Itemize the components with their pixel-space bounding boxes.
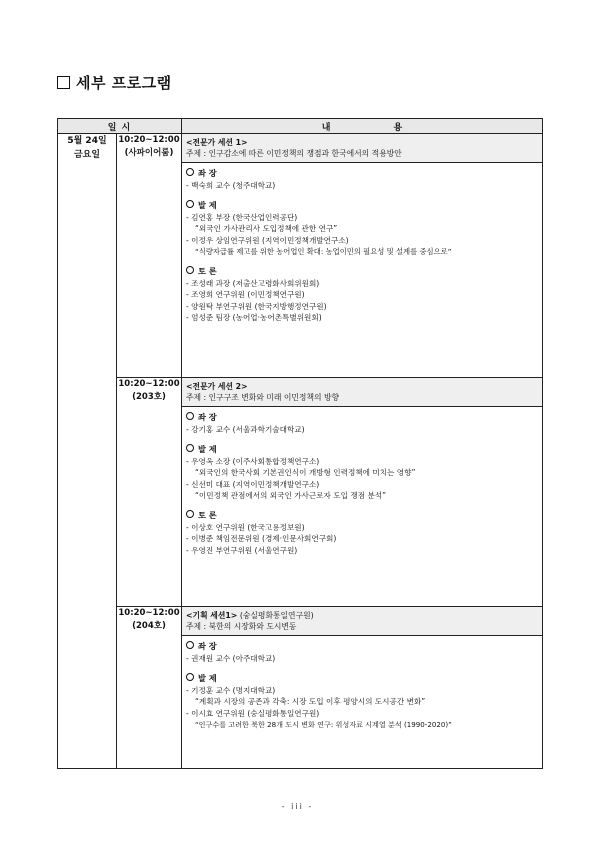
session-time: 10:20~12:00	[118, 608, 180, 618]
chair-item: - 권재원 교수 (아주대학교)	[186, 654, 276, 663]
discussant-heading	[186, 265, 538, 278]
session-title-extra: (숭실평화통일연구원)	[239, 611, 314, 620]
session-title: <기획 세션1>	[186, 611, 238, 620]
session-row	[58, 607, 543, 769]
presenter-topic: “외국인 가사관리사 도입정책에 관한 연구”	[195, 224, 338, 233]
header-content-text: 내 용	[321, 122, 433, 133]
presenter-name: - 우영옥 소장 (이주사회통합정책연구소)	[186, 456, 320, 466]
chair-label: 좌 장	[198, 168, 217, 178]
presenter-label: 발 제	[198, 672, 217, 683]
presenter-label: 발 제	[198, 199, 217, 210]
session-content	[182, 607, 543, 769]
presenter-topic: “인구수를 고려한 북한 28개 도시 변화 연구: 위성자료 시계열 분석 (1990-2020)”	[195, 720, 452, 729]
circle-bullet-icon	[186, 200, 194, 208]
page-number: - iii -	[281, 802, 314, 811]
session-row	[58, 378, 543, 607]
session-theme: 주제 : 인구구조 변화와 미래 이민정책의 방향	[186, 393, 340, 402]
session-content	[182, 378, 543, 607]
session-header	[182, 607, 542, 636]
discussant-item: - 이병준 책임전문위원 (경제·인문사회연구회)	[186, 534, 337, 543]
session-title: <전문가 세션 2>	[186, 382, 248, 391]
session-theme: 주제 : 북한의 시장화와 도시변동	[186, 622, 297, 631]
circle-bullet-icon	[186, 510, 194, 518]
chair-label: 좌 장	[198, 641, 217, 651]
session-room: (사파이어룸)	[124, 148, 174, 158]
table-header-row	[58, 119, 543, 134]
time-cell	[117, 607, 182, 769]
chair-label: 좌 장	[198, 412, 217, 422]
presenter-name: - 이시효 연구위원 (숭실평화통일연구원)	[186, 708, 320, 718]
page-title-text: 세부 프로그램	[76, 74, 172, 92]
presenter-topic: “이민정책 관점에서의 외국인 가사근로자 도입 쟁점 분석”	[195, 491, 387, 500]
session-header	[182, 134, 542, 163]
chair-heading	[186, 411, 538, 424]
header-date: 일 시	[58, 119, 182, 134]
circle-bullet-icon	[186, 673, 194, 681]
page-title	[57, 72, 172, 93]
discussant-heading	[186, 509, 538, 522]
presenter-label: 발 제	[198, 443, 217, 454]
session-body	[182, 636, 542, 737]
program-table	[57, 118, 543, 769]
weekday-line: 금요일	[73, 150, 101, 160]
session-room: (204호)	[132, 621, 166, 631]
presenter-topic: “계획과 시장의 공존과 각축: 시장 도입 이후 평양시의 도시공간 변화”	[195, 697, 426, 706]
presenter-heading	[186, 672, 538, 685]
session-room: (203호)	[132, 392, 166, 402]
time-cell	[117, 378, 182, 607]
header-content	[182, 119, 543, 134]
date-cell	[58, 134, 117, 769]
circle-bullet-icon	[186, 444, 194, 452]
presenter-name: - 기정훈 교수 (명지대학교)	[186, 685, 276, 695]
chair-item: - 백숙희 교수 (청주대학교)	[186, 181, 276, 190]
discussant-item: - 엄성준 팀장 (농어업·농어촌특별위원회)	[186, 313, 322, 322]
square-bullet-icon	[57, 76, 70, 89]
chair-item: - 강기홍 교수 (서울과학기술대학교)	[186, 425, 305, 434]
session-time: 10:20~12:00	[118, 135, 180, 145]
presenter-topic: “식량자급률 제고를 위한 농어업인 확대: 농업이민의 필요성 및 설계를 중심으로”	[195, 247, 452, 256]
circle-bullet-icon	[186, 168, 194, 176]
date-line: 5월 24일	[67, 136, 107, 146]
session-theme: 주제 : 인구감소에 따른 이민정책의 쟁점과 한국에서의 적용방안	[186, 149, 402, 158]
circle-bullet-icon	[186, 641, 194, 649]
session-body	[182, 407, 542, 562]
presenter-name: - 김연홍 부장 (한국산업인력공단)	[186, 212, 298, 222]
presenter-heading	[186, 199, 538, 212]
circle-bullet-icon	[186, 412, 194, 420]
presenter-name: - 이정우 상임연구위원 (지역이민정책개발연구소)	[186, 235, 349, 245]
chair-heading	[186, 640, 538, 653]
discussant-item: - 조성래 과장 (저출산고령화사회위원회)	[186, 278, 320, 288]
time-cell	[117, 134, 182, 378]
session-body	[182, 163, 542, 330]
discussant-item: - 우영진 부연구위원 (서울연구원)	[186, 545, 298, 555]
discussant-label: 토 론	[198, 265, 217, 276]
session-title: <전문가 세션 1>	[186, 138, 248, 147]
presenter-topic: “외국인의 한국사회 기본권인식이 개방형 인력정책에 미치는 영향”	[195, 468, 416, 477]
presenter-name: - 신선미 대표 (지역이민정책개발연구소)	[186, 479, 320, 489]
chair-heading	[186, 167, 538, 180]
session-row	[58, 134, 543, 378]
session-content	[182, 134, 543, 378]
discussant-item: - 이상호 연구위원 (한국고용정보원)	[186, 522, 305, 532]
circle-bullet-icon	[186, 266, 194, 274]
session-header	[182, 378, 542, 407]
discussant-label: 토 론	[198, 509, 217, 520]
presenter-heading	[186, 443, 538, 456]
discussant-item: - 양원탁 부연구위원 (한국지방행정연구원)	[186, 301, 327, 311]
session-time: 10:20~12:00	[118, 379, 180, 389]
discussant-item: - 조영희 연구위원 (이민정책연구원)	[186, 290, 305, 299]
